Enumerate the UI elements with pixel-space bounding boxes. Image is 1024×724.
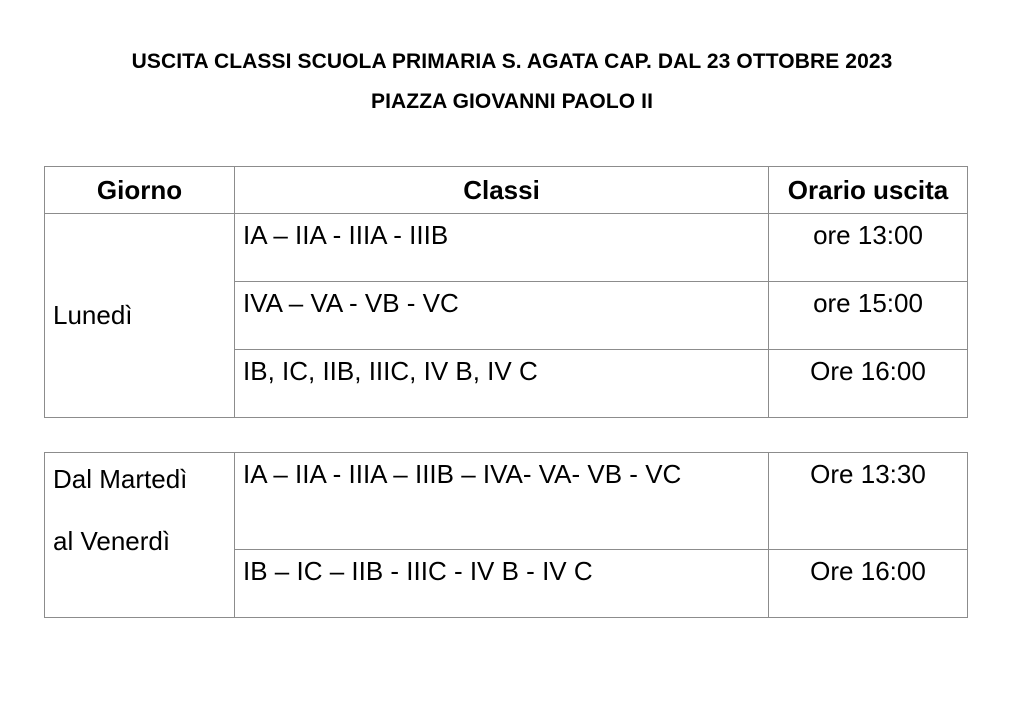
header-day: Giorno (45, 167, 235, 214)
day-cell-monday: Lunedì (45, 214, 235, 418)
classes-cell: IB, IC, IIB, IIIC, IV B, IV C (235, 350, 769, 418)
time-cell: Ore 16:00 (769, 550, 968, 618)
header-time: Orario uscita (769, 167, 968, 214)
day-line-2: al Venerdì (53, 526, 171, 556)
day-line-1: Dal Martedì (53, 464, 188, 494)
time-cell: Ore 16:00 (769, 350, 968, 418)
time-cell: ore 13:00 (769, 214, 968, 282)
monday-schedule-table (44, 166, 968, 418)
table-row (45, 453, 968, 550)
document-subtitle: PIAZZA GIOVANNI PAOLO II (370, 90, 653, 113)
classes-cell: IA – IIA - IIIA – IIIB – IVA- VA- VB - VC (235, 453, 769, 550)
document-title: USCITA CLASSI SCUOLA PRIMARIA S. AGATA CAP. DAL 23 OTTOBRE 2023 (131, 50, 893, 73)
tue-fri-schedule-table (44, 452, 968, 618)
time-cell: Ore 13:30 (769, 453, 968, 550)
table-row (45, 214, 968, 282)
day-cell-tue-fri (45, 453, 235, 618)
classes-cell: IB – IC – IIB - IIIC - IV B - IV C (235, 550, 769, 618)
header-row (45, 167, 968, 214)
time-cell: ore 15:00 (769, 282, 968, 350)
classes-cell: IA – IIA - IIIA - IIIB (235, 214, 769, 282)
classes-cell: IVA – VA - VB - VC (235, 282, 769, 350)
header-classes: Classi (235, 167, 769, 214)
